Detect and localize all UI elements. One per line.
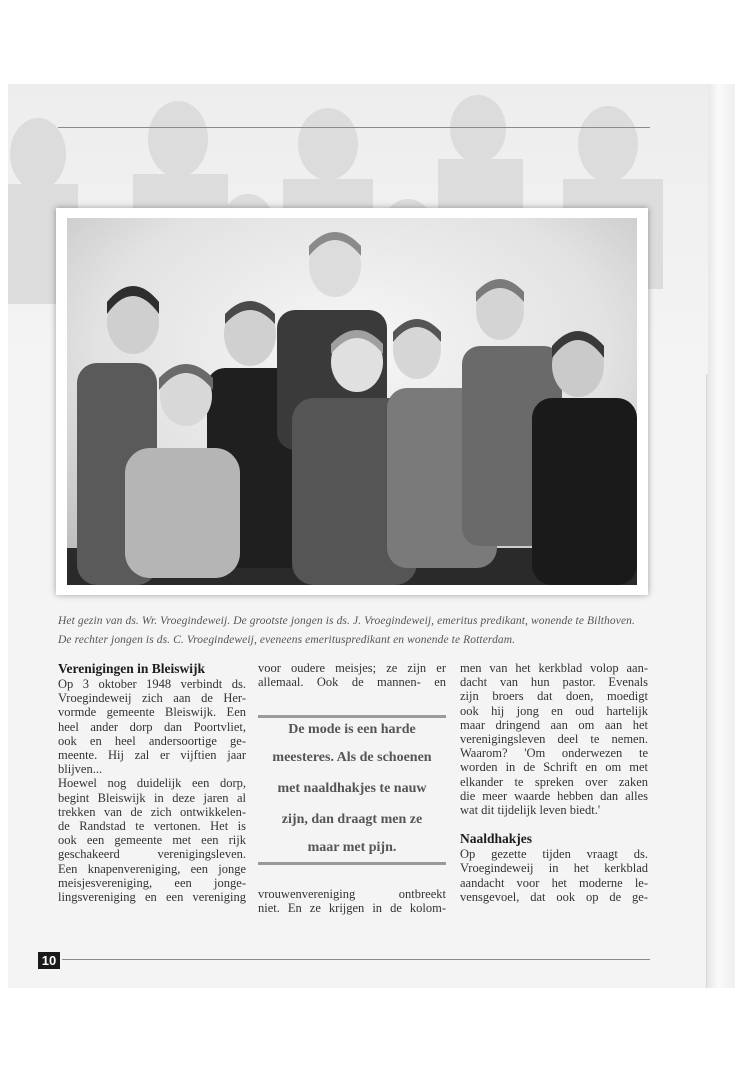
section-heading: Verenigingen in Bleiswijk <box>58 661 206 676</box>
pull-quote-line: meesteres. Als de schoenen <box>272 750 432 765</box>
pull-quote-line: De mode is een harde <box>288 722 416 737</box>
text-line: ook hij jong en oud hartelijk <box>460 703 648 718</box>
pull-quote-rule-top <box>258 715 446 718</box>
text-line: ook een gemeente met een rijk <box>58 833 246 848</box>
text-line: Vroegindeweij zich aan de Her- <box>58 691 246 706</box>
text-line: blijven... <box>58 762 103 777</box>
text-line: verenigingsleven deel te nemen. <box>460 732 648 747</box>
text-line: wat dit tijdelijk leven biedt.' <box>460 803 601 818</box>
family-photo-frame <box>56 208 648 595</box>
family-photo <box>67 218 637 585</box>
section-heading: Naaldhakjes <box>460 831 533 847</box>
text-line: trekken van de zich ontwikkelen- <box>58 804 246 819</box>
text-line: geschakeerd verenigingsleven. <box>58 847 246 862</box>
text-line: worden in de Schrift en om met <box>460 760 648 775</box>
text-line: de Randstad te vertonen. Het is <box>58 819 246 834</box>
photo-caption <box>58 612 658 650</box>
bottom-rule <box>62 959 650 960</box>
article-column-2 <box>258 661 446 689</box>
text-line: begint Bleiswijk in deze jaren al <box>58 790 246 805</box>
pull-quote-line: zijn, dan draagt men ze <box>281 812 423 827</box>
caption-line: De rechter jongen is ds. C. Vroegindeweij, eveneens emerituspredikant en wonende te Rotterdam. <box>58 634 516 646</box>
pull-quote-line: maar met pijn. <box>307 840 397 855</box>
text-line: elkander te spreken over zaken <box>460 774 648 789</box>
article-column-2-bottom <box>258 887 446 915</box>
text-line: dacht van hun pastor. Evenals <box>460 675 648 690</box>
text-line: niet. En ze krijgen in de kolom- <box>258 901 446 916</box>
text-line: maar dringend aan om aan het <box>460 717 648 732</box>
text-line: Op gezette tijden vraagt ds. <box>460 847 648 862</box>
text-line: allemaal. Ook de mannen- en <box>258 675 446 690</box>
text-line: zijn broers dat doen, moedigt <box>460 689 648 704</box>
text-line: heel ander dorp dan Poortvliet, <box>58 719 246 734</box>
caption-line: Het gezin van ds. Wr. Vroegindeweij. De grootste jongen is ds. J. Vroegindeweij, emeritus predikant, wonende te Bilthoven. <box>58 615 635 627</box>
page-number: 10 <box>38 952 60 969</box>
text-line: meisjesvereniging, een jonge- <box>58 875 246 890</box>
text-line: Hoewel nog duidelijk een dorp, <box>58 776 246 791</box>
text-line: die meer waarde hebben dan alles <box>460 788 648 803</box>
pull-quote-rule-bottom <box>258 862 446 865</box>
article-column-1 <box>58 661 246 904</box>
text-line: aandacht voor het moderne le- <box>460 875 648 890</box>
text-line: meente. Hij zal er vijftien jaar <box>58 748 246 763</box>
text-line: Waarom? 'Om onderwezen te <box>460 746 648 761</box>
article-column-3 <box>460 661 648 904</box>
text-line: Een knapenvereniging, een jonge <box>58 861 246 876</box>
text-line: Op 3 oktober 1948 verbindt ds. <box>58 677 246 691</box>
text-line: voor oudere meisjes; ze zijn er <box>258 661 446 675</box>
pull-quote <box>258 712 446 867</box>
top-rule <box>58 127 650 128</box>
text-line: vrouwenvereniging ontbreekt <box>258 887 446 901</box>
text-line: ook en heel andersoortige ge- <box>58 733 246 748</box>
text-line: vensgevoel, dat ook op de ge- <box>460 889 648 904</box>
text-line: vormde gemeente Bleiswijk. Een <box>58 705 246 720</box>
text-line: lingsvereniging en een vereniging <box>58 890 246 905</box>
text-line: Vroegindeweij in het kerkblad <box>460 861 648 876</box>
pull-quote-line: met naaldhakjes te nauw <box>277 781 427 796</box>
text-line: men van het kerkblad volop aan- <box>460 661 648 675</box>
page-edge <box>706 84 735 988</box>
